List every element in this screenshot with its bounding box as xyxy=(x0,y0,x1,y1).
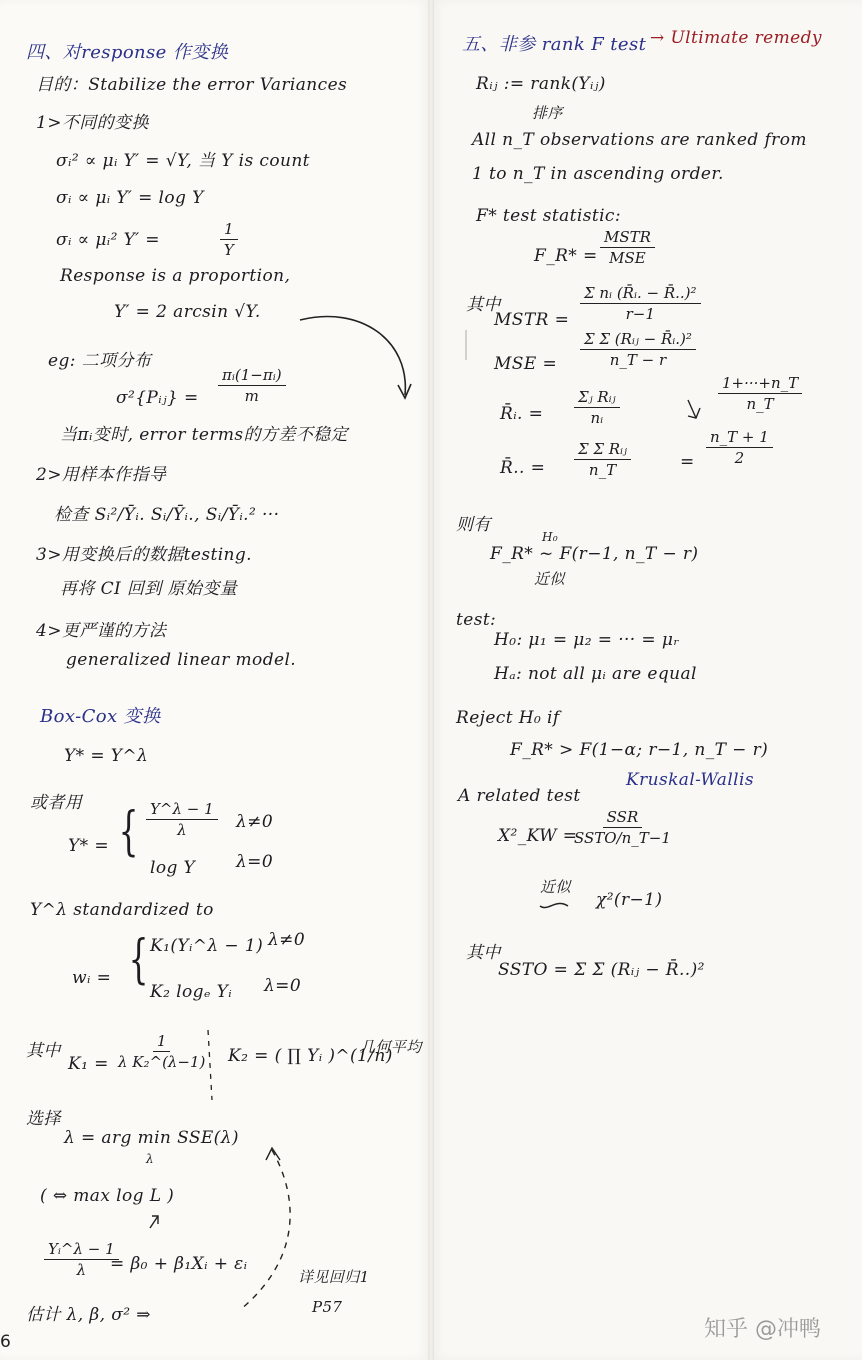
k2-geometric-mean: K₂ = ( ∏ Yᵢ )^(1/n) xyxy=(228,1046,393,1066)
small-arrow-up xyxy=(150,1216,158,1228)
mse-lhs: MSE = xyxy=(494,354,558,374)
subsection-3: 3>用变换后的数据testing. xyxy=(36,545,252,565)
or-use-label: 或者用 xyxy=(30,793,83,813)
case2-condition: λ=0 xyxy=(236,852,274,872)
fr-fraction: MSTR MSE xyxy=(600,228,655,267)
ystar-piecewise-lhs: Y* = xyxy=(68,836,109,856)
reject-label: Reject H₀ if xyxy=(456,708,560,728)
chi-square-dist: χ²(r−1) xyxy=(596,890,663,910)
subsection-4: 4>更严谨的方法 xyxy=(36,621,167,641)
transform-log: σᵢ ∝ μᵢ Y′ = log Y xyxy=(56,188,204,208)
example-binomial: eg: 二项分布 xyxy=(48,351,152,371)
observations-line-1: All n_T observations are ranked from xyxy=(472,130,807,150)
subsection-1: 1>不同的变换 xyxy=(36,113,149,133)
arcsin-transform: Y′ = 2 arcsin √Y. xyxy=(114,302,261,322)
geometric-mean-note: 几何平均 xyxy=(360,1038,422,1056)
binomial-variance-fraction: $\frac{\text{πᵢ(1−πᵢ)}}{m}$ xyxy=(218,366,286,405)
section-title-4: 四、对response 作变换 xyxy=(26,42,229,63)
see-reference: 详见回归1 xyxy=(298,1268,370,1286)
mse-fraction: Σ Σ (Rᵢⱼ − R̄ᵢ.)² n_T − r xyxy=(580,330,696,369)
dashed-arrow-curve xyxy=(240,1150,290,1310)
w-case2-condition: λ=0 xyxy=(264,976,302,996)
regression-rhs: = β₀ + β₁Xᵢ + εᵢ xyxy=(110,1254,248,1274)
reciprocal-fraction: $\frac{1}{Y}$ xyxy=(220,220,238,259)
dash-divider xyxy=(208,1030,212,1100)
then-label: 则有 xyxy=(456,515,491,535)
boxcox-heading: Box-Cox 变换 xyxy=(40,706,161,727)
down-arrow-right xyxy=(688,400,700,418)
grand-mean-lhs: R̄.. = xyxy=(500,458,546,478)
arrow-curve-arcsin xyxy=(300,317,405,395)
x2-kw-lhs: X²_KW = xyxy=(498,826,578,846)
argmin-subscript: λ xyxy=(146,1152,155,1166)
glm-line: generalized linear model. xyxy=(66,650,297,670)
standardized-line: Y^λ standardized to xyxy=(30,900,214,920)
mstr-fraction: $\frac{\text{Σ nᵢ (R̄ᵢ. − R̄..)²}}{r-1}$ xyxy=(580,284,701,323)
f-test-statistic: F* test statistic: xyxy=(476,206,621,226)
argmin-sse: λ = arg min SSE(λ) xyxy=(64,1128,239,1148)
regression-fraction: $\frac{\text{Yᵢ\textasciicircum{}λ − 1}}{\lambda}$ xyxy=(44,1240,119,1279)
max-loglik: ( ⇔ max log L ) xyxy=(40,1186,175,1206)
estimate-line: 估计 λ, β, σ² ⇒ xyxy=(26,1305,151,1325)
test-label: test: xyxy=(456,610,497,630)
fr-lhs: F_R* = xyxy=(534,246,598,266)
approx-label-2: 近似 xyxy=(540,878,571,896)
page-number: 6 xyxy=(0,1332,11,1352)
where-label: 其中 xyxy=(26,1041,61,1061)
mstr-lhs: MSTR = xyxy=(494,310,570,330)
where-label-right-2: 其中 xyxy=(466,943,501,963)
ri-mean-lhs: R̄ᵢ. = xyxy=(500,404,544,424)
choose-label: 选择 xyxy=(26,1109,61,1129)
kruskal-wallis-label: Kruskal-Wallis xyxy=(626,770,754,790)
k1-fraction: $\frac{1}{\text{λ K₂\textasciicircum{}(λ−1)}}$ xyxy=(118,1032,206,1071)
ssto-formula: SSTO = Σ Σ (Rᵢⱼ − R̄..)² xyxy=(498,960,705,980)
subsection-2: 2>用样本作指导 xyxy=(36,465,167,485)
reject-rule: F_R* > F(1−α; r−1, n_T − r) xyxy=(510,740,769,760)
w-case1: K₁(Yᵢ^λ − 1) xyxy=(150,936,264,956)
w-case1-condition: λ≠0 xyxy=(268,930,306,950)
where-label-right: 其中 xyxy=(466,295,501,315)
case2-log: log Y xyxy=(150,858,196,878)
transform-sqrt: σᵢ² ∝ μᵢ Y′ = √Y, 当 Y is count xyxy=(56,151,310,171)
boxcox-formula: Y* = Y^λ xyxy=(64,746,149,766)
transform-reciprocal: σᵢ ∝ μᵢ² Y′ = xyxy=(56,230,160,250)
related-test-label: A related test xyxy=(458,786,581,806)
w-lhs: wᵢ = xyxy=(72,968,112,988)
proportion-line: Response is a proportion, xyxy=(60,266,291,286)
check-ratios: 检查 Sᵢ²/Ȳᵢ. Sᵢ/Ȳᵢ., Sᵢ/Ȳᵢ.² ··· xyxy=(54,505,280,525)
section-title-5: 五、非参 rank F test xyxy=(462,34,647,55)
goal-line: 目的：Stabilize the error Variances xyxy=(36,75,348,95)
grand-mean-fraction: Σ Σ Rᵢⱼ n_T xyxy=(574,440,631,479)
dashed-arrow-head xyxy=(266,1148,280,1160)
w-case2: K₂ logₑ Yᵢ xyxy=(150,982,233,1002)
alt-hypothesis: Hₐ: not all μᵢ are equal xyxy=(494,664,697,684)
rank-note: 排序 xyxy=(532,104,563,122)
approx-label: 近似 xyxy=(534,570,565,588)
null-hypothesis: H₀: μ₁ = μ₂ = ··· = μᵣ xyxy=(494,630,680,650)
x2-kw-fraction: SSR SSTO/n_T−1 xyxy=(574,808,671,847)
k1-lhs: K₁ = xyxy=(68,1054,109,1074)
f-distribution: F_R* ~ F(r−1, n_T − r) xyxy=(490,544,699,564)
variance-unstable-note: 当πᵢ变时, error terms的方差不稳定 xyxy=(60,425,348,445)
side-sum-fraction: $\frac{1+\cdot\cdot\cdot+n\_T}{n\_T}$ xyxy=(718,374,802,413)
rank-definition: Rᵢⱼ := rank(Yᵢⱼ) xyxy=(476,74,606,94)
ri-mean-fraction: Σⱼ Rᵢⱼ nᵢ xyxy=(574,388,620,427)
ci-back-transform: 再将 CI 回到 原始变量 xyxy=(60,579,238,599)
ultimate-remedy-note: → Ultimate remedy xyxy=(650,28,822,48)
zhihu-watermark: 知乎 @冲鸭 xyxy=(704,1317,821,1342)
binomial-variance-lhs: σ²{Pᵢⱼ} = xyxy=(116,388,199,408)
equals-sign: = xyxy=(680,452,695,472)
grand-mean-value: $\frac{n\_T + 1}{2}$ xyxy=(706,428,773,467)
w-brace: { xyxy=(128,930,149,990)
case1-fraction: $\frac{Y\^{}\lambda - 1}{\lambda}$ xyxy=(146,800,218,839)
case1-condition: λ≠0 xyxy=(236,812,274,832)
under-h0-label: H₀ xyxy=(542,530,559,544)
see-page: P57 xyxy=(312,1298,343,1316)
tilde-approx xyxy=(540,903,568,907)
observations-line-2: 1 to n_T in ascending order. xyxy=(472,164,724,184)
piecewise-brace: { xyxy=(118,802,139,862)
